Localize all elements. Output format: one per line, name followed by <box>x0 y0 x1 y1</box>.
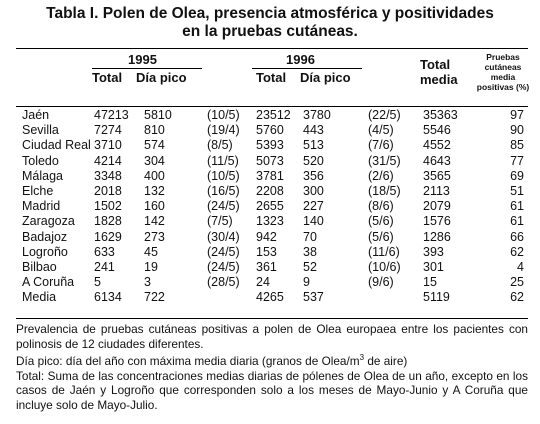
table-row <box>0 290 540 305</box>
peak-day-1995-cell: (10/5) <box>207 168 240 183</box>
header-positivas-line4: positivas (%) <box>476 82 530 92</box>
positivas-cell: 62 <box>510 244 524 259</box>
total-1996-cell: 2655 <box>256 199 284 214</box>
peak-day-1995-cell: (16/5) <box>207 183 240 198</box>
peak-day-1995-cell: (10/5) <box>207 108 240 122</box>
peak-day-1996-cell: (9/6) <box>368 275 394 290</box>
table-row <box>0 169 540 184</box>
peak-day-1996-cell: (2/6) <box>368 168 394 183</box>
peak-1996-cell: 52 <box>303 259 317 274</box>
peak-day-1995-cell: (8/5) <box>207 138 233 153</box>
year-1996-underline <box>252 68 362 69</box>
peak-1996-cell: 513 <box>303 138 324 153</box>
total-1996-cell: 23512 <box>256 108 291 122</box>
total-media-cell: 2113 <box>423 183 450 198</box>
positivas-cell: 61 <box>510 199 524 214</box>
peak-1996-cell: 300 <box>303 183 324 198</box>
total-1996-cell: 942 <box>256 229 277 244</box>
total-1995-cell: 4214 <box>94 153 122 168</box>
peak-day-1996-cell: (18/5) <box>368 183 401 198</box>
peak-1995-cell: 304 <box>144 153 165 168</box>
total-1996-cell: 24 <box>256 275 270 290</box>
peak-1995-cell: 45 <box>144 244 158 259</box>
total-1996-cell: 5073 <box>256 153 284 168</box>
header-positivas-line2: cutáneas <box>484 62 522 72</box>
peak-1995-cell: 574 <box>144 138 165 153</box>
footnote-dia-pico-tail: de aire) <box>364 354 408 369</box>
header-positivas <box>470 52 536 92</box>
total-media-cell: 35363 <box>423 108 458 122</box>
header-year-1996: 1996 <box>286 52 315 67</box>
peak-1996-cell: 227 <box>303 199 324 214</box>
table-row <box>0 184 540 199</box>
city-cell: Sevilla <box>22 123 59 138</box>
total-1996-cell: 361 <box>256 259 277 274</box>
top-rule <box>16 48 528 49</box>
table-title <box>0 5 540 41</box>
peak-day-1995-cell: (24/5) <box>207 244 240 259</box>
total-1995-cell: 1629 <box>94 229 122 244</box>
peak-1996-cell: 520 <box>303 153 324 168</box>
positivas-cell: 62 <box>510 290 524 305</box>
positivas-cell: 66 <box>510 229 524 244</box>
positivas-cell: 77 <box>510 153 524 168</box>
total-media-cell: 5546 <box>423 123 451 138</box>
city-cell: Badajoz <box>22 229 68 244</box>
header-total-1995: Total <box>92 70 123 85</box>
header-total-1996: Total <box>256 70 287 85</box>
header-positivas-line1: Pruebas <box>486 52 520 62</box>
peak-1996-cell: 38 <box>303 244 317 259</box>
city-cell: Jaén <box>22 108 50 122</box>
peak-day-1995-cell: (11/5) <box>207 153 239 168</box>
positivas-cell: 85 <box>510 138 524 153</box>
positivas-cell: 61 <box>510 214 524 229</box>
table-row <box>0 138 540 153</box>
total-1995-cell: 2018 <box>94 183 122 198</box>
peak-1996-cell: 70 <box>303 229 317 244</box>
peak-1995-cell: 160 <box>144 199 165 214</box>
peak-1995-cell: 132 <box>144 183 165 198</box>
footnote-dia-pico <box>16 351 528 369</box>
header-total-media-line1: Total <box>420 57 451 72</box>
positivas-cell: 97 <box>510 108 524 122</box>
footnote-prevalencia: Prevalencia de pruebas cutáneas positivas a polen de Olea europaea entre los pacientes con polinosis de 12 ciudades diferentes. <box>16 322 528 351</box>
peak-day-1995-cell: (7/5) <box>207 214 233 229</box>
total-1995-cell: 3710 <box>94 138 122 153</box>
positivas-cell: 4 <box>517 259 524 274</box>
peak-day-1995-cell: (19/4) <box>207 123 240 138</box>
peak-1996-cell: 3780 <box>303 108 331 122</box>
total-media-cell: 301 <box>423 259 444 274</box>
header-total-media-line2: media <box>420 72 458 87</box>
positivas-cell: 51 <box>510 183 524 198</box>
city-cell: Bilbao <box>22 259 57 274</box>
total-1995-cell: 1828 <box>94 214 122 229</box>
table-row <box>0 245 540 260</box>
table-row <box>0 108 540 123</box>
table-body <box>0 108 540 305</box>
table-row <box>0 230 540 245</box>
total-1995-cell: 1502 <box>94 199 122 214</box>
table-row <box>0 199 540 214</box>
peak-1995-cell: 19 <box>144 259 158 274</box>
total-1995-cell: 6134 <box>94 290 122 305</box>
total-media-cell: 4643 <box>423 153 451 168</box>
bottom-rule <box>16 318 528 319</box>
total-media-cell: 15 <box>423 275 437 290</box>
total-media-cell: 5119 <box>423 290 450 305</box>
total-media-cell: 393 <box>423 244 444 259</box>
year-1995-underline <box>92 68 202 69</box>
positivas-cell: 25 <box>510 275 524 290</box>
peak-day-1996-cell: (22/5) <box>368 108 401 122</box>
total-1996-cell: 1323 <box>256 214 284 229</box>
table-row <box>0 123 540 138</box>
header-dia-pico-1996: Día pico <box>300 70 351 85</box>
header-dia-pico-1995: Día pico <box>136 70 187 85</box>
header-rule <box>16 106 528 107</box>
table-row <box>0 214 540 229</box>
peak-1996-cell: 9 <box>303 275 310 290</box>
city-cell: Ciudad Real <box>22 138 91 153</box>
peak-1995-cell: 273 <box>144 229 165 244</box>
peak-1995-cell: 810 <box>144 123 165 138</box>
table-row <box>0 275 540 290</box>
footnotes <box>16 322 528 412</box>
peak-day-1996-cell: (7/6) <box>368 138 394 153</box>
total-media-cell: 3565 <box>423 168 451 183</box>
table-row <box>0 260 540 275</box>
peak-day-1996-cell: (31/5) <box>368 153 401 168</box>
peak-1996-cell: 140 <box>303 214 324 229</box>
total-media-cell: 1286 <box>423 229 451 244</box>
footnote-dia-pico-text: Día pico: día del año con máxima media diaria (granos de Olea/m <box>16 354 360 369</box>
peak-1995-cell: 5810 <box>144 108 172 122</box>
total-media-cell: 4552 <box>423 138 451 153</box>
city-cell: Málaga <box>22 168 63 183</box>
total-1995-cell: 7274 <box>94 123 122 138</box>
city-cell: Logroño <box>22 244 68 259</box>
city-cell: Madrid <box>22 199 61 214</box>
table-row <box>0 154 540 169</box>
peak-day-1995-cell: (24/5) <box>207 259 240 274</box>
peak-day-1996-cell: (8/6) <box>368 199 394 214</box>
footnote-dia-pico-superscript: 3 <box>359 353 365 363</box>
title-line-1: Tabla I. Polen de Olea, presencia atmosférica y positividades <box>46 5 494 22</box>
peak-1996-cell: 356 <box>303 168 324 183</box>
total-1996-cell: 2208 <box>256 183 284 198</box>
total-1996-cell: 4265 <box>256 290 284 305</box>
positivas-cell: 69 <box>510 168 524 183</box>
total-1995-cell: 3348 <box>94 168 122 183</box>
header-positivas-line3: media <box>490 72 516 82</box>
peak-day-1995-cell: (28/5) <box>207 275 240 290</box>
peak-1995-cell: 3 <box>144 275 151 290</box>
city-cell: A Coruña <box>22 275 75 290</box>
footnote-total: Total: Suma de las concentraciones medias diarias de pólenes de Olea de un año, excepto en los casos de Jaén y Logroño que corresponden solo a los meses de Mayo-Junio y A Coruña que incluye solo de Mayo-Julio. <box>16 368 528 412</box>
peak-1995-cell: 142 <box>144 214 165 229</box>
city-cell: Zaragoza <box>22 214 75 229</box>
total-media-cell: 1576 <box>423 214 451 229</box>
total-1995-cell: 241 <box>94 259 115 274</box>
positivas-cell: 90 <box>510 123 524 138</box>
peak-1995-cell: 722 <box>144 290 165 305</box>
header-year-1995: 1995 <box>128 52 157 67</box>
total-1996-cell: 3781 <box>256 168 284 183</box>
total-media-cell: 2079 <box>423 199 451 214</box>
peak-day-1995-cell: (30/4) <box>207 229 240 244</box>
city-cell: Media <box>22 290 57 305</box>
peak-day-1996-cell: (10/6) <box>368 259 401 274</box>
peak-1996-cell: 443 <box>303 123 324 138</box>
total-1995-cell: 633 <box>94 244 115 259</box>
peak-1996-cell: 537 <box>303 290 324 305</box>
title-line-2: en la pruebas cutáneas. <box>182 23 358 40</box>
total-1995-cell: 47213 <box>94 108 129 122</box>
city-cell: Toledo <box>22 153 59 168</box>
city-cell: Elche <box>22 183 54 198</box>
total-1996-cell: 5760 <box>256 123 284 138</box>
peak-day-1995-cell: (24/5) <box>207 199 240 214</box>
peak-day-1996-cell: (4/5) <box>368 123 394 138</box>
peak-1995-cell: 400 <box>144 168 165 183</box>
total-1995-cell: 5 <box>94 275 101 290</box>
total-1996-cell: 5393 <box>256 138 284 153</box>
total-1996-cell: 153 <box>256 244 277 259</box>
peak-day-1996-cell: (5/6) <box>368 229 394 244</box>
peak-day-1996-cell: (11/6) <box>368 244 400 259</box>
peak-day-1996-cell: (5/6) <box>368 214 394 229</box>
